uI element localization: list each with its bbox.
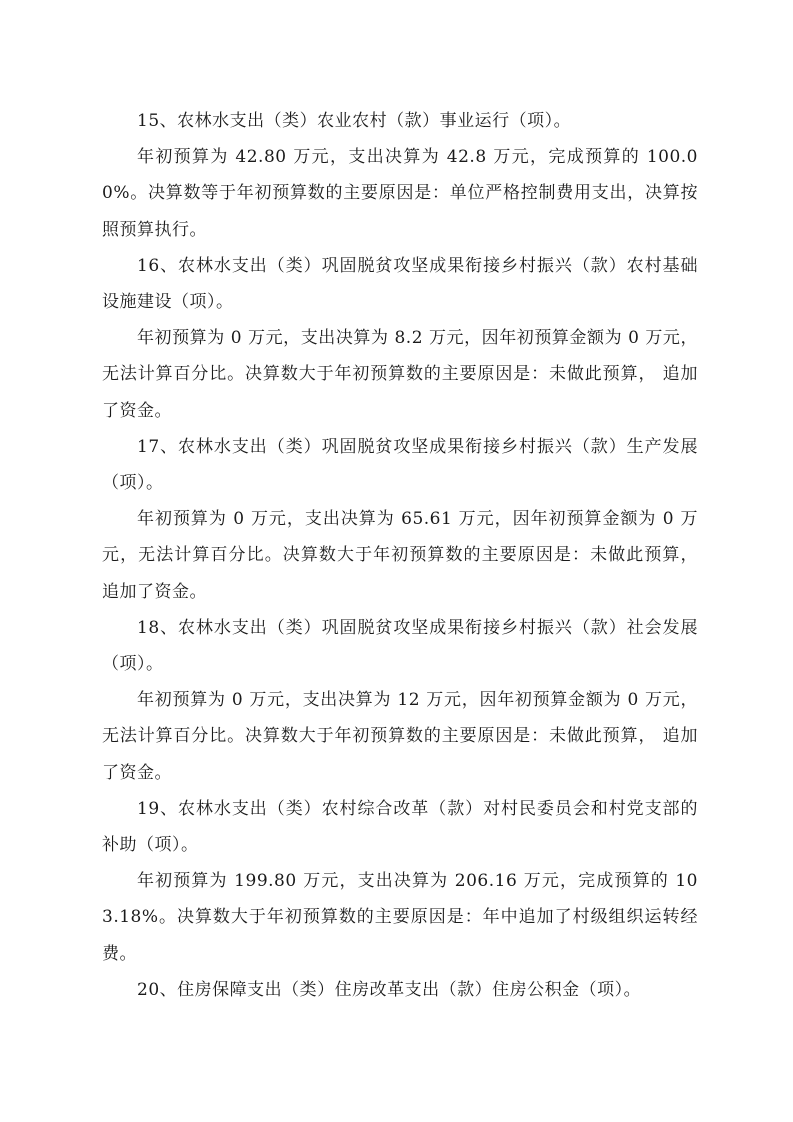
item-18-heading: 18、农林水支出（类）巩固脱贫攻坚成果衔接乡村振兴（款）社会发展（项）。 [102,617,698,675]
item-18-description: 年初预算为 0 万元，支出决算为 12 万元，因年初预算金额为 0 万元，无法计算百分比。决算数大于年初预算数的主要原因是：未做此预算， 追加了资金。 [102,690,698,783]
item-20-heading: 20、住房保障支出（类）住房改革支出（款）住房公积金（项）。 [137,979,642,1000]
item-15-description: 年初预算为 42.80 万元，支出决算为 42.8 万元，完成预算的 100.00%。决算数等于年初预算数的主要原因是：单位严格控制费用支出，决算按照预算执行。 [102,147,698,240]
item-17-description: 年初预算为 0 万元，支出决算为 65.61 万元，因年初预算金额为 0 万元，无法计算百分比。决算数大于年初预算数的主要原因是：未做此预算， 追加了资金。 [102,509,698,602]
item-17-heading: 17、农林水支出（类）巩固脱贫攻坚成果衔接乡村振兴（款）生产发展（项）。 [102,436,698,494]
item-16-description: 年初预算为 0 万元，支出决算为 8.2 万元，因年初预算金额为 0 万元，无法计算百分比。决算数大于年初预算数的主要原因是：未做此预算， 追加了资金。 [102,328,698,421]
item-15-heading: 15、农林水支出（类）农业农村（款）事业运行（项）。 [137,111,572,131]
item-19-heading: 19、农林水支出（类）农村综合改革（款）对村民委员会和村党支部的补助（项）。 [102,798,698,856]
item-19-description: 年初预算为 199.80 万元，支出决算为 206.16 万元，完成预算的 103.18%。决算数大于年初预算数的主要原因是：年中追加了村级组织运转经费。 [102,871,698,964]
item-16-heading: 16、农林水支出（类）巩固脱贫攻坚成果衔接乡村振兴（款）农村基础设施建设（项）。 [102,255,698,313]
